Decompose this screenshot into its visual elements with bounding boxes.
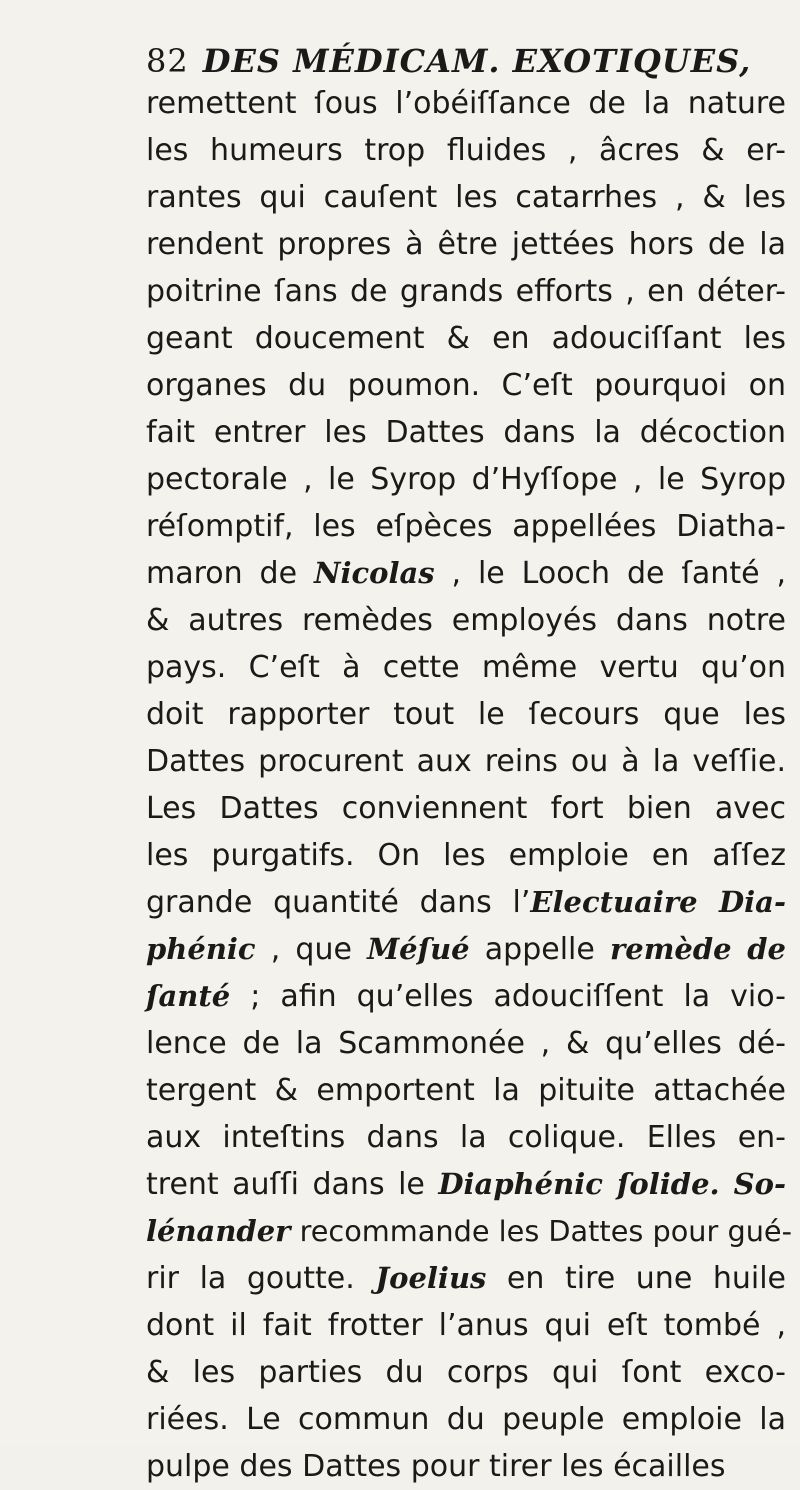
text-segment: lence de la Scammonée , & qu’elles dé- bbox=[146, 1026, 786, 1061]
text-line bbox=[146, 550, 786, 597]
italic-text: Méſué bbox=[367, 932, 470, 966]
text-line bbox=[146, 315, 786, 362]
italic-text: remède de bbox=[609, 932, 786, 966]
text-segment: & les parties du corps qui ſont exco- bbox=[146, 1355, 786, 1390]
text-line bbox=[146, 1020, 786, 1067]
text-segment: poitrine ſans de grands efforts , en déter- bbox=[146, 274, 786, 309]
text-line bbox=[146, 1349, 786, 1396]
text-segment: pays. C’eſt à cette même vertu qu’on bbox=[146, 650, 786, 685]
text-line bbox=[146, 738, 786, 785]
text-line bbox=[146, 1396, 786, 1443]
text-segment: fait entrer les Dattes dans la décoction bbox=[146, 415, 786, 450]
body-text bbox=[146, 80, 792, 1490]
running-title: DES MÉDICAM. EXOTIQUES, bbox=[202, 42, 752, 80]
text-segment: Dattes procurent aux reins ou à la veſſie. bbox=[146, 744, 786, 779]
text-segment: rantes qui cauſent les catarrhes , & les bbox=[146, 180, 786, 215]
italic-text: Nicolas bbox=[313, 556, 435, 590]
text-line bbox=[146, 1067, 786, 1114]
text-segment: recommande les Dattes pour gué- bbox=[290, 1214, 792, 1248]
text-line bbox=[146, 362, 786, 409]
text-line bbox=[146, 80, 786, 127]
text-line bbox=[146, 409, 786, 456]
page-header bbox=[146, 36, 786, 86]
italic-text: Joelius bbox=[375, 1261, 487, 1295]
italic-text: Diaphénic ſolide. So- bbox=[438, 1167, 786, 1201]
text-segment: doit rapporter tout le ſecours que les bbox=[146, 697, 786, 732]
text-line bbox=[146, 879, 786, 926]
text-line bbox=[146, 644, 786, 691]
text-segment: , que bbox=[255, 932, 368, 967]
text-segment: en tire une huile bbox=[486, 1261, 787, 1296]
italic-text: phénic bbox=[146, 932, 256, 966]
text-segment: & autres remèdes employés dans notre bbox=[146, 603, 786, 638]
text-segment: dont il fait frotter l’anus qui eſt tombé , bbox=[146, 1308, 786, 1343]
text-segment: grande quantité dans l’ bbox=[146, 885, 531, 920]
text-line bbox=[146, 221, 786, 268]
text-segment: aux inteſtins dans la colique. Elles en- bbox=[146, 1120, 786, 1155]
text-segment: les purgatifs. On les emploie en aſſez bbox=[146, 838, 786, 873]
text-segment: appelle bbox=[469, 932, 610, 967]
text-segment: trent auſſi dans le bbox=[146, 1167, 439, 1202]
text-line bbox=[146, 456, 786, 503]
text-segment: Les Dattes conviennent fort bien avec bbox=[146, 791, 786, 826]
text-line bbox=[146, 268, 786, 315]
text-line bbox=[146, 785, 786, 832]
text-segment: ; afin qu’elles adouciſſent la vio- bbox=[230, 979, 786, 1014]
text-segment: réſomptif, les eſpèces appellées Diatha- bbox=[146, 509, 786, 544]
text-line bbox=[146, 926, 786, 973]
italic-text: Electuaire Dia- bbox=[530, 885, 786, 919]
italic-text: lénander bbox=[146, 1214, 291, 1248]
text-segment: geant doucement & en adouciſſant les bbox=[146, 321, 786, 356]
text-segment: maron de bbox=[146, 556, 314, 591]
text-line bbox=[146, 1208, 792, 1255]
text-line bbox=[146, 174, 786, 221]
text-segment: les humeurs trop fluides , âcres & er- bbox=[146, 133, 786, 168]
text-segment: , le Looch de ſanté , bbox=[434, 556, 786, 591]
page-number: 82 bbox=[146, 42, 189, 80]
text-line bbox=[146, 1161, 786, 1208]
text-line bbox=[146, 1302, 786, 1349]
text-segment: riées. Le commun du peuple emploie la bbox=[146, 1402, 786, 1437]
text-line bbox=[146, 597, 786, 644]
text-line bbox=[146, 503, 786, 550]
text-segment: rendent propres à être jettées hors de la bbox=[146, 227, 786, 262]
text-segment: pulpe des Dattes pour tirer les écailles bbox=[146, 1449, 726, 1484]
text-line bbox=[146, 1114, 786, 1161]
text-line bbox=[146, 691, 786, 738]
text-line bbox=[146, 973, 786, 1020]
italic-text: ſanté bbox=[146, 979, 231, 1013]
text-line bbox=[146, 1443, 786, 1490]
text-segment: rir la goutte. bbox=[146, 1261, 376, 1296]
text-segment: tergent & emportent la pituite attachée bbox=[146, 1073, 786, 1108]
text-line bbox=[146, 1255, 786, 1302]
text-segment: remettent ſous l’obéiſſance de la nature bbox=[146, 86, 786, 121]
text-segment: pectorale , le Syrop d’Hyſſope , le Syrop bbox=[146, 462, 786, 497]
text-line bbox=[146, 832, 786, 879]
text-segment: organes du poumon. C’eſt pourquoi on bbox=[146, 368, 786, 403]
text-line bbox=[146, 127, 786, 174]
